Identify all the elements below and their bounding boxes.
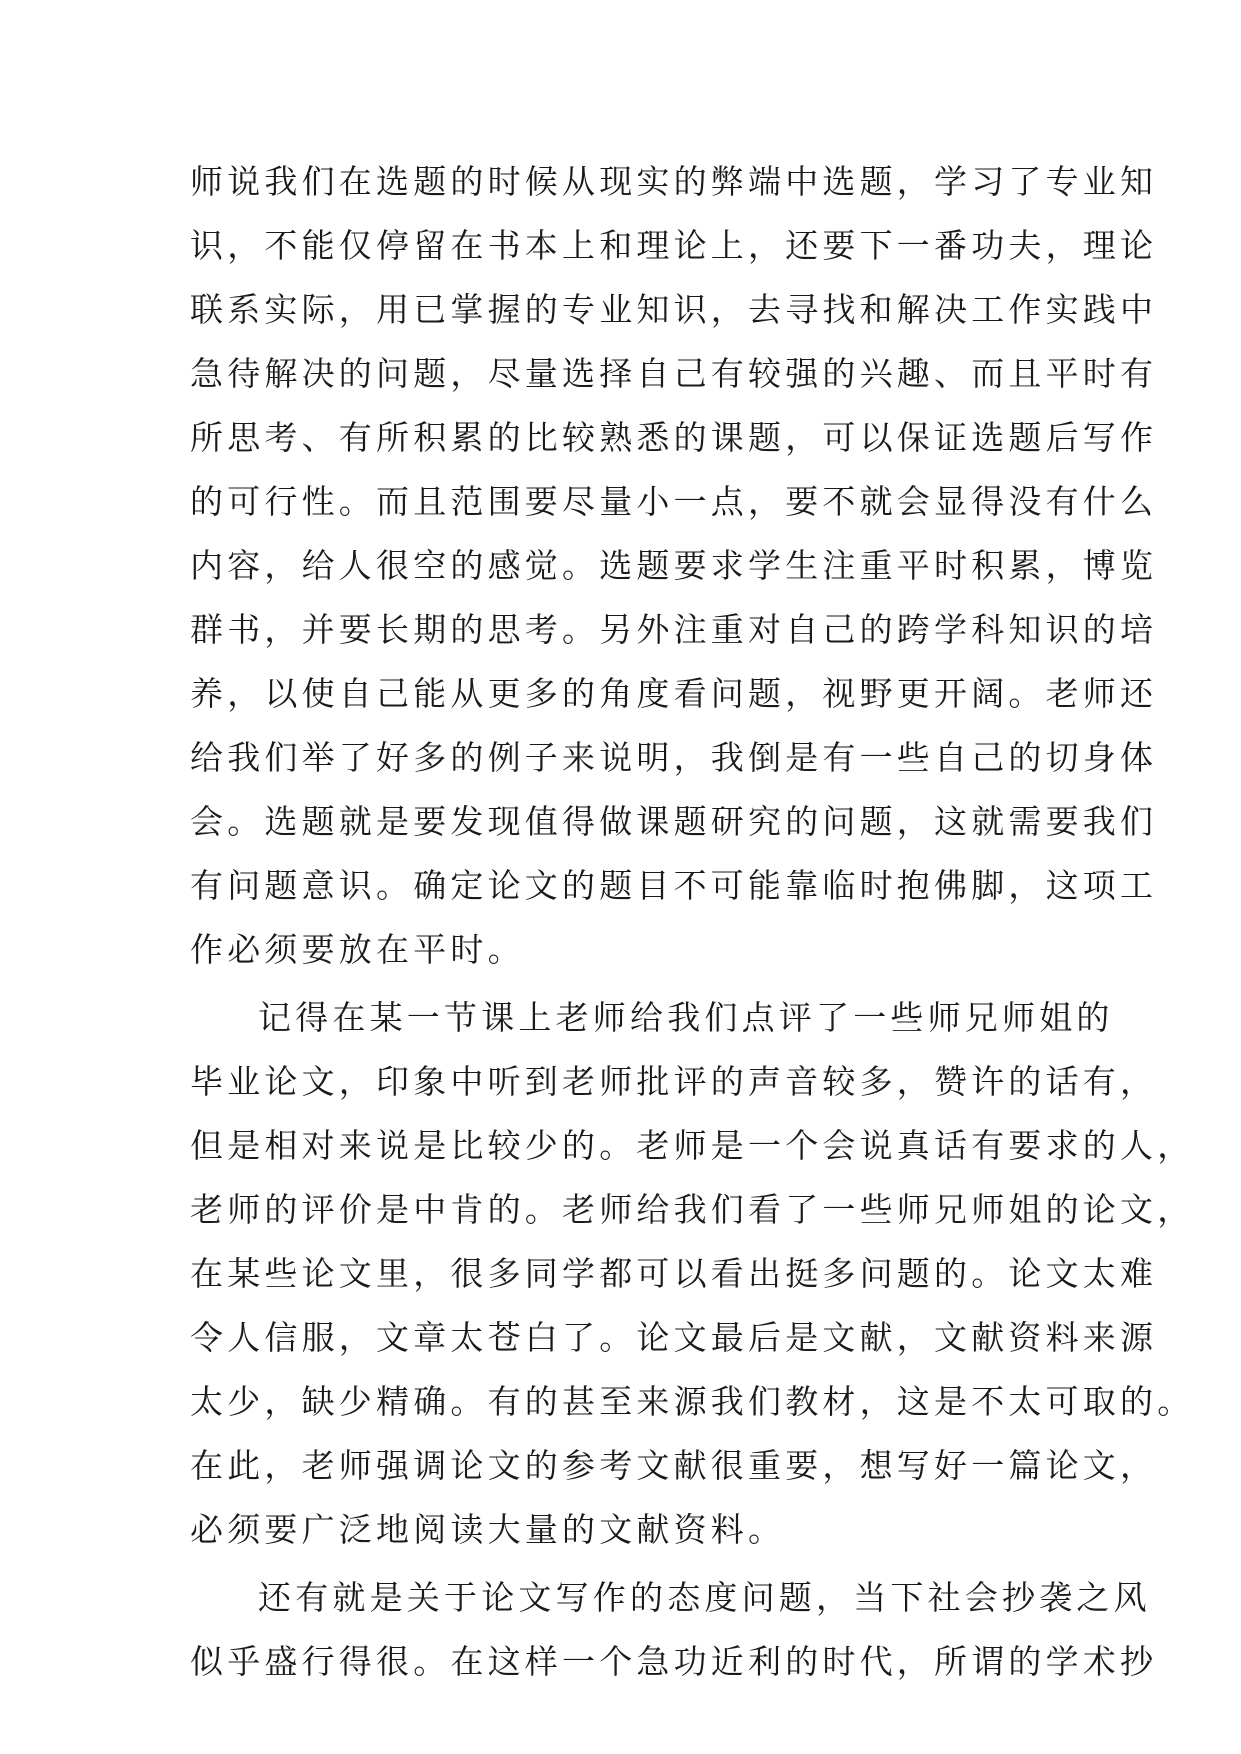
paragraph-first-line: 还有就是关于论文写作的态度问题，当下社会抄袭之风 bbox=[258, 1578, 1151, 1617]
paragraph-first-line: 记得在某一节课上老师给我们点评了一些师兄师姐的 bbox=[258, 998, 1114, 1037]
text-line: 识，不能仅停留在书本上和理论上，还要下一番功夫，理论 bbox=[190, 226, 1158, 265]
text-line: 必须要广泛地阅读大量的文献资料。 bbox=[190, 1510, 786, 1549]
text-line: 太少，缺少精确。有的甚至来源我们教材，这是不太可取的。 bbox=[190, 1382, 1195, 1421]
text-line: 毕业论文，印象中听到老师批评的声音较多，赞许的话有， bbox=[190, 1062, 1158, 1101]
text-line: 师说我们在选题的时候从现实的弊端中选题，学习了专业知 bbox=[190, 162, 1158, 201]
text-line: 内容，给人很空的感觉。选题要求学生注重平时积累，博览 bbox=[190, 546, 1158, 585]
text-line: 令人信服，文章太苍白了。论文最后是文献，文献资料来源 bbox=[190, 1318, 1158, 1357]
text-line: 养，以使自己能从更多的角度看问题，视野更开阔。老师还 bbox=[190, 674, 1158, 713]
text-line: 但是相对来说是比较少的。老师是一个会说真话有要求的人， bbox=[190, 1126, 1195, 1165]
text-line: 老师的评价是中肯的。老师给我们看了一些师兄师姐的论文， bbox=[190, 1190, 1195, 1229]
text-line: 会。选题就是要发现值得做课题研究的问题，这就需要我们 bbox=[190, 802, 1158, 841]
text-line: 作必须要放在平时。 bbox=[190, 930, 525, 969]
text-line: 的可行性。而且范围要尽量小一点，要不就会显得没有什么 bbox=[190, 482, 1158, 521]
text-line: 给我们举了好多的例子来说明，我倒是有一些自己的切身体 bbox=[190, 738, 1158, 777]
text-line: 有问题意识。确定论文的题目不可能靠临时抱佛脚，这项工 bbox=[190, 866, 1158, 905]
text-line: 联系实际，用已掌握的专业知识，去寻找和解决工作实践中 bbox=[190, 290, 1158, 329]
text-line: 在此，老师强调论文的参考文献很重要，想写好一篇论文， bbox=[190, 1446, 1158, 1485]
text-line: 急待解决的问题，尽量选择自己有较强的兴趣、而且平时有 bbox=[190, 354, 1158, 393]
text-line: 在某些论文里，很多同学都可以看出挺多问题的。论文太难 bbox=[190, 1254, 1158, 1293]
text-line: 群书，并要长期的思考。另外注重对自己的跨学科知识的培 bbox=[190, 610, 1158, 649]
text-line: 似乎盛行得很。在这样一个急功近利的时代，所谓的学术抄 bbox=[190, 1642, 1158, 1681]
text-line: 所思考、有所积累的比较熟悉的课题，可以保证选题后写作 bbox=[190, 418, 1158, 457]
